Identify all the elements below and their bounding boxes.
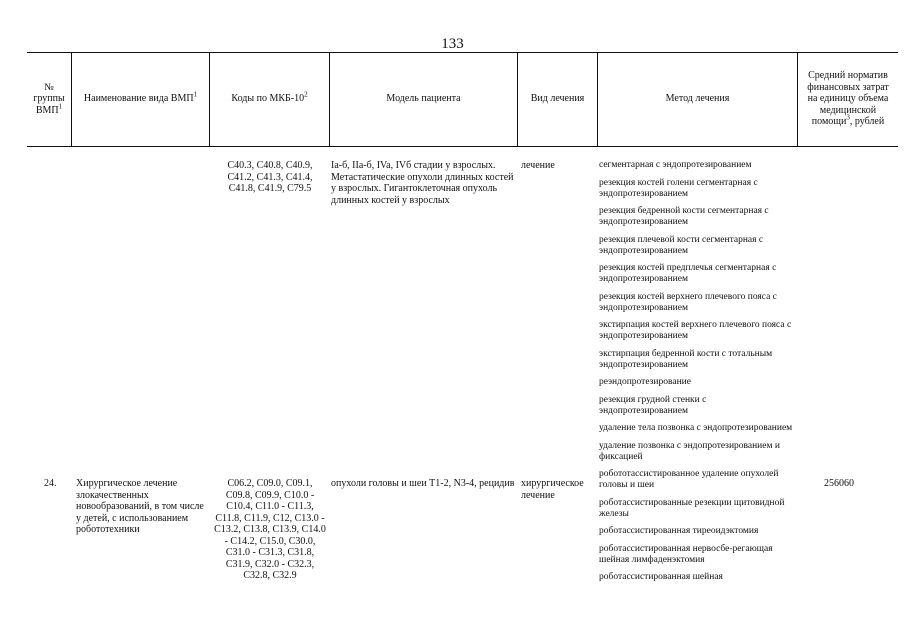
- method-item: резекция костей предплечья сегментарная с эндопротезированием: [599, 263, 777, 284]
- row2-vmp-name: Хирургическое лечение злокачественных новообразований, в том числе у детей, с использованием робототехники: [76, 478, 204, 535]
- row2-average-cost: 256060: [824, 478, 854, 489]
- page-number: 133: [441, 36, 464, 52]
- method-item: резекция костей верхнего плечевого пояса с эндопротезированием: [599, 291, 777, 313]
- row1-patient-model: Ia-б, IIa-б, IVa, IVб стадии у взрослых. Метастатические опухоли длинных костей у взрослых. Гигантоклеточная опухоль длинных костей у взрослых: [331, 160, 514, 206]
- header-vmp-name: Наименование вида ВМП$^1$: [83, 90, 198, 105]
- method-item: роботассистированная шейная: [599, 572, 723, 582]
- method-item: роботассистированная нервосбе-регающая шейная лимфаденэктомия: [599, 543, 773, 565]
- row2-patient-model: опухоли головы и шеи T1-2, N3-4, рецидив: [331, 478, 515, 489]
- method-item: удаление позвонка с эндопротезированием и фиксацией: [599, 440, 780, 462]
- method-item: реэндопротезирование: [599, 377, 691, 387]
- header-average-cost: Средний норматив финансовых затрат на единицу объема медицинской помощи$^3$, рублей: [807, 70, 889, 128]
- row2-treatment-type: хирургическое лечение: [521, 478, 584, 501]
- row1-icd-codes: C40.3, C40.8, C40.9, C41.2, C41.3, C41.4, C41.8, C41.9, C79.5: [227, 160, 313, 194]
- header-patient-model: Модель пациента: [386, 93, 461, 105]
- method-item: роботассистированные резекции щитовидной железы: [599, 497, 785, 519]
- header-icd-codes: Коды по МКБ-$10^2$: [231, 90, 308, 105]
- method-item: экстирпация бедренной кости с тотальным эндопротезированием: [599, 348, 773, 370]
- method-item: резекция грудной стенки с эндопротезированием: [599, 394, 707, 416]
- method-item: удаление тела позвонка с эндопротезированием: [599, 423, 793, 433]
- method-item: резекция плечевой кости сегментарная с эндопротезированием: [599, 234, 764, 256]
- header-treatment-method: Метод лечения: [665, 93, 730, 105]
- method-item: робототассистированное удаление опухолей головы и шеи: [599, 469, 779, 490]
- method-item: резекция костей голени сегментарная с эндопротезированием: [599, 177, 758, 199]
- method-item: резекция бедренной кости сегментарная с эндопротезированием: [599, 206, 769, 227]
- row1-treatment-type: лечение: [521, 160, 555, 171]
- header-bottom-border: [27, 146, 898, 147]
- method-item: сегментарная с эндопротезированием: [599, 160, 752, 170]
- method-item: роботассистированная тиреоидэктомия: [599, 526, 759, 536]
- row2-icd-codes: C06.2, C09.0, C09.1, C09.8, C09.9, C10.0 - C10.4, C11.0 - C11.3, C11.8, C11.9, C12, C13.0 - C13.2, C13.8, C13.9, C14.0 - C14.2, C15.0, C30.0, C31.0 - C31.3, C31.8, C31.9, C32.0 - C32.3, C32.8, C32.9: [214, 478, 326, 581]
- treatment-methods-list: [599, 160, 797, 590]
- header-group-number: № группы ВМП$^1$: [33, 81, 65, 116]
- header-treatment-type: Вид лечения: [530, 93, 585, 105]
- row2-group-number: 24.: [44, 478, 57, 489]
- method-item: экстирпация костей верхнего плечевого пояса с эндопротезированием: [599, 320, 792, 341]
